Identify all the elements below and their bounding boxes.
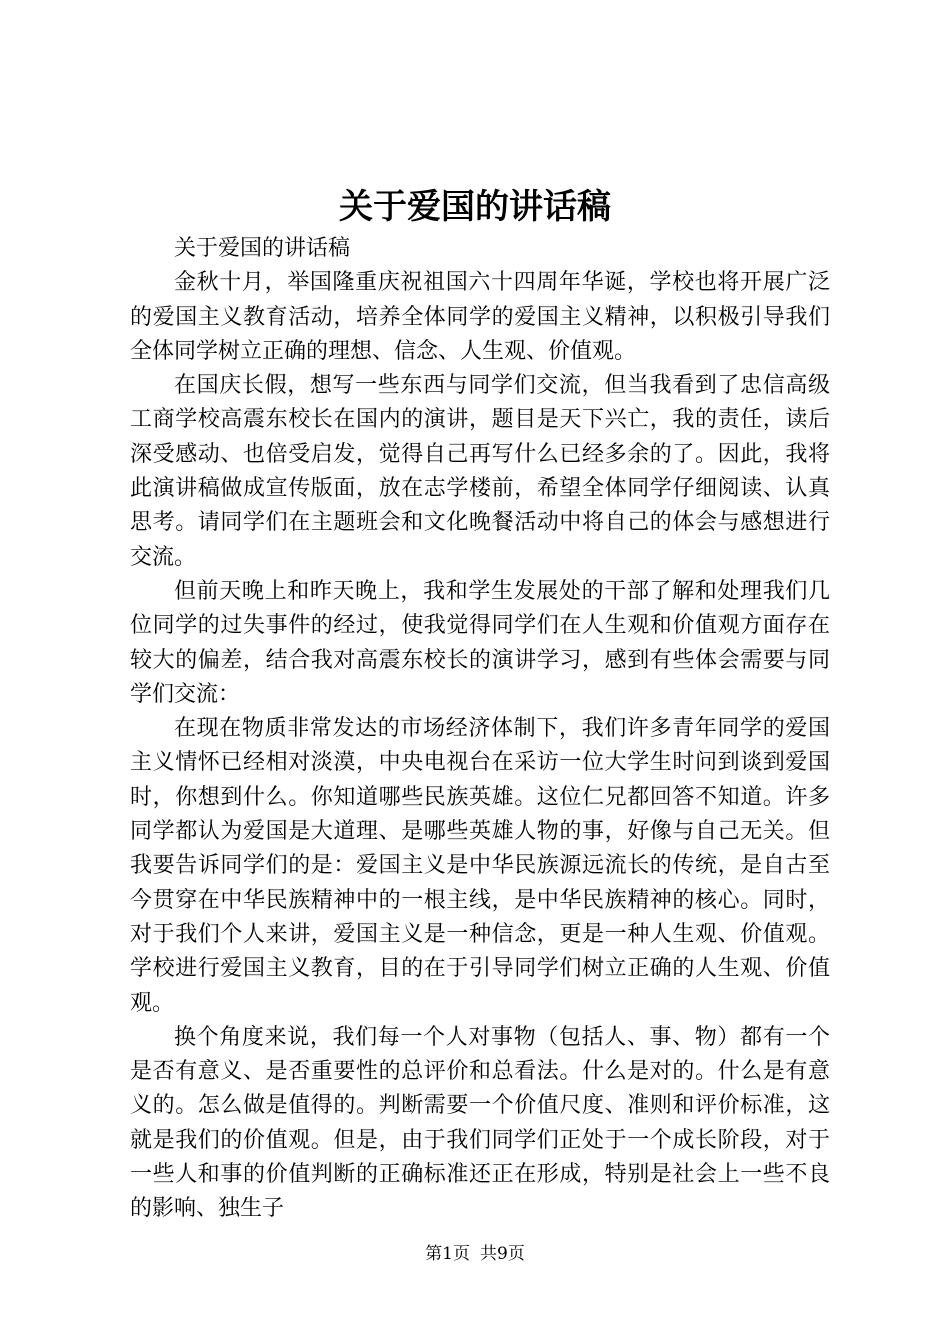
page-number: 第1页 bbox=[425, 1244, 470, 1264]
paragraph: 金秋十月，举国隆重庆祝祖国六十四周年华诞，学校也将开展广泛的爱国主义教育活动，培养全体同学的爱国主义精神，以积极引导我们全体同学树立正确的理想、信念、人生观、价值观。 bbox=[130, 270, 830, 364]
paragraph: 换个角度来说，我们每一个人对事物（包括人、事、物）都有一个是否有意义、是否重要性的总评价和总看法。什么是对的。什么是有意义的。怎么做是值得的。判断需要一个价值尺度、准则和评价标准，这就是我们的价值观。但是，由于我们同学们正处于一个成长阶段，对于一些人和事的价值判断的正确标准还正在形成，特别是社会上一些不良的影响、独生子 bbox=[130, 1024, 830, 1222]
document-title: 关于爱国的讲话稿 bbox=[339, 187, 611, 227]
paragraph-heading: 关于爱国的讲话稿 bbox=[174, 236, 351, 261]
page-total: 共9页 bbox=[480, 1244, 525, 1264]
paragraph: 在国庆长假，想写一些东西与同学们交流，但当我看到了忠信高级工商学校高震东校长在国内的演讲，题目是天下兴亡，我的责任，读后深受感动、也倍受启发，觉得自己再写什么已经多余的了。因此，我将此演讲稿做成宣传版面，放在志学楼前，希望全体同学仔细阅读、认真思考。请同学们在主题班会和文化晚餐活动中将自己的体会与感想进行交流。 bbox=[130, 373, 830, 570]
page-footer bbox=[0, 1242, 950, 1266]
document-body bbox=[130, 232, 830, 1227]
paragraph: 但前天晚上和昨天晚上，我和学生发展处的干部了解和处理我们几位同学的过失事件的经过，使我觉得同学们在人生观和价值观方面存在较大的偏差，结合我对高震东校长的演讲学习，感到有些体会需要与同学们交流： bbox=[130, 578, 830, 707]
paragraph: 在现在物质非常发达的市场经济体制下，我们许多青年同学的爱国主义情怀已经相对淡漠，中央电视台在采访一位大学生时问到谈到爱国时，你想到什么。你知道哪些民族英雄。这位仁兄都回答不知道。许多同学都认为爱国是大道理、是哪些英雄人物的事，好像与自己无关。但我要告诉同学们的是：爱国主义是中华民族源远流长的传统，是自古至今贯穿在中华民族精神中的一根主线，是中华民族精神的核心。同时，对于我们个人来讲，爱国主义是一种信念，更是一种人生观、价值观。学校进行爱国主义教育，目的在于引导同学们树立正确的人生观、价值观。 bbox=[130, 716, 830, 1016]
